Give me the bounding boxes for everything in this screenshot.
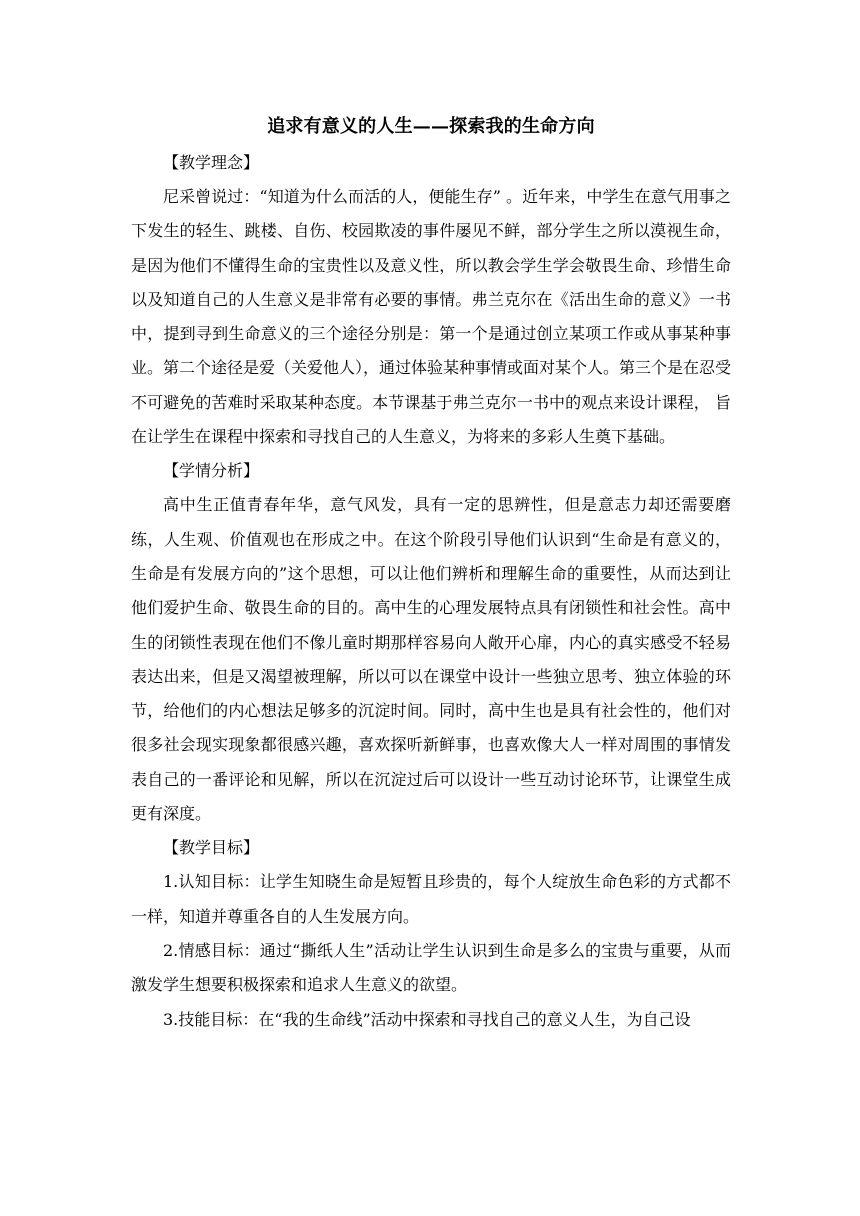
section-heading: 【学情分析】 xyxy=(163,461,260,481)
paragraph: 高中生正值青春年华，意气风发，具有一定的思辨性，但是意志力却还需要磨练，人生观、价值观也在形成之中。在这个阶段引导他们认识到“生命是有意义的，生命是有发展方向的”这个思想，可以让他们辨析和理解生命的重要性，从而达到让他们爱护生命、敬畏生命的目的。高中生的心理发展特点具有闭锁性和社会性。高中生的闭锁性表现在他们不像儿童时期那样容易向人敞开心扉，内心的真实感受不轻易表达出来，但是又渴望被理解，所以可以在课堂中设计一些独立思考、独立体验的环节，给他们的内心想法足够多的沉淀时间。同时，高中生也是具有社会性的，他们对很多社会现实现象都很感兴趣，喜欢探听新鲜事，也喜欢像大人一样对周围的事情发表自己的一番评论和见解，所以在沉淀过后可以设计一些互动讨论环节，让课堂生成更有深度。 xyxy=(131,495,731,824)
paragraph: 尼采曾说过：“知道为什么而活的人，便能生存” 。近年来，中学生在意气用事之下发生的轻生、跳楼、自伤、校园欺凌的事件屡见不鲜，部分学生之所以漠视生命，是因为他们不懂得生命的宝贵性以及意义性，所以教会学生学会敬畏生命、珍惜生命以及知道自己的人生意义是非常有必要的事情。弗兰克尔在《活出生命的意义》一书中，提到寻到生命意义的三个途径分别是：第一个是通过创立某项工作或从事某种事业。第二个途径是爱（关爱他人），通过体验某种事情或面对某个人。第三个是在忍受不可避免的苦难时采取某种态度。本节课基于弗兰克尔一书中的观点来设计课程， 旨在让学生在课程中探索和寻找自己的人生意义，为将来的多彩人生奠下基础。 xyxy=(131,187,732,447)
section-teaching-philosophy xyxy=(131,146,731,454)
objective-item: 3.技能目标：在“我的生命线”活动中探索和寻找自己的意义人生，为自己设 xyxy=(163,1009,691,1029)
section-heading: 【教学目标】 xyxy=(163,838,260,858)
objective-item: 2.情感目标：通过“撕纸人生”活动让学生认识到生命是多么的宝贵与重要，从而激发学生想要积极探索和追求人生意义的欲望。 xyxy=(131,940,731,995)
document-page xyxy=(131,110,731,1037)
objective-item: 1.认知目标：让学生知晓生命是短暂且珍贵的，每个人绽放生命色彩的方式都不一样，知道并尊重各自的人生发展方向。 xyxy=(131,872,731,926)
section-student-analysis xyxy=(131,454,731,831)
document-title: 追求有意义的人生——探索我的生命方向 xyxy=(267,116,595,137)
section-teaching-objectives xyxy=(131,831,731,1036)
section-heading: 【教学理念】 xyxy=(163,153,260,172)
